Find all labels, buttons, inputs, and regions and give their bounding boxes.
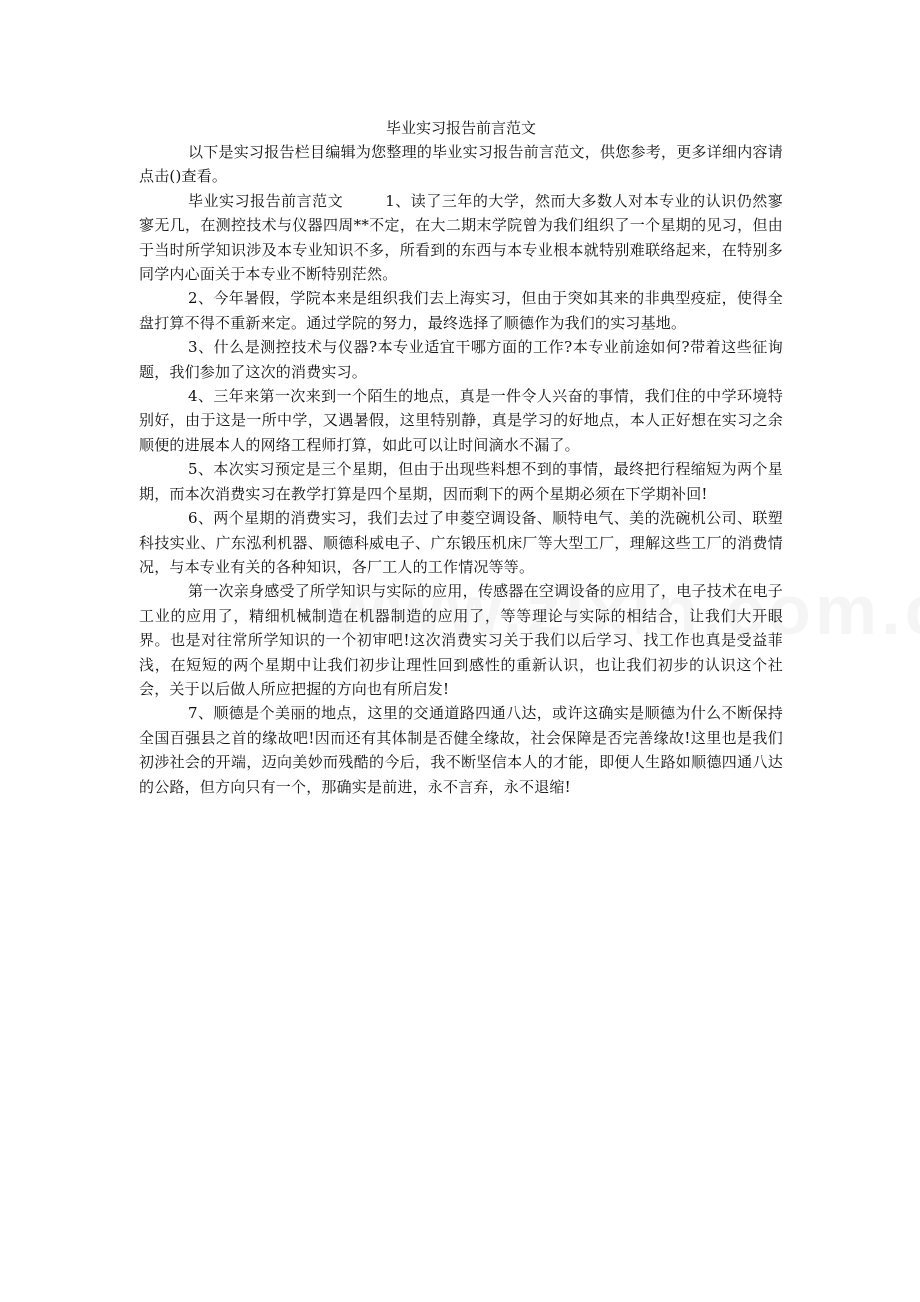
paragraph-4: 4、三年来第一次来到一个陌生的地点，真是一件令人兴奋的事情，我们住的中学环境特别好，由于这是一所中学，又遇暑假，这里特别静，真是学习的好地点，本人正好想在实习之余顺便的进展本人的网络工程师打算，如此可以让时间滴水不漏了。 [139,387,783,454]
paragraph-1 [139,189,783,287]
paragraph-7: 第一次亲身感受了所学知识与实际的应用，传感器在空调设备的应用了，电子技术在电子工业的应用了，精细机械制造在机器制造的应用了，等等理论与实际的相结合，让我们大开眼界。也是对往常所学知识的一个初审吧!这次消费实习关于我们以后学习、找工作也真是受益菲浅，在短短的两个星期中让我们初步让理性回到感性的重新认识，也让我们初步的认识这个社会，关于以后做人所应把握的方向也有所启发! [139,582,783,698]
paragraph-8: 7、顺德是个美丽的地点，这里的交通道路四通八达，或许这确实是顺德为什么不断保持全国百强县之首的缘故吧!因而还有其体制是否健全缘故，社会保障是否完善缘故!这里也是我们初涉社会的开端，迈向美妙而残酷的今后，我不断坚信本人的才能，即便人生路如顺德四通八达的公路，但方向只有一个，那确实是前进，永不言弃，永不退缩! [139,704,783,796]
intro-paragraph: 以下是实习报告栏目编辑为您整理的毕业实习报告前言范文，供您参考，更多详细内容请点击()查看。 [139,143,783,186]
paragraph-2: 2、今年暑假，学院本来是组织我们去上海实习，但由于突如其来的非典型疫症，使得全盘打算不得不重新来定。通过学院的努力，最终选择了顺德作为我们的实习基地。 [139,289,783,332]
paragraph-1-label: 毕业实习报告前言范文 [188,191,344,210]
paragraph-5: 5、本次实习预定是三个星期，但由于出现些料想不到的事情，最终把行程缩短为两个星期，而本次消费实习在教学打算是四个星期，因而剩下的两个星期必须在下学期补回! [139,460,783,503]
paragraph-6: 6、两个星期的消费实习，我们去过了申菱空调设备、顺特电气、美的洗碗机公司、联塑科技实业、广东泓利机器、顺德科威电子、广东锻压机床厂等大型工厂，理解这些工厂的消费情况，与本专业有关的各种知识，各厂工人的工作情况等等。 [139,509,783,576]
document-page [139,116,783,799]
document-title: 毕业实习报告前言范文 [385,119,536,137]
paragraph-3: 3、什么是测控技术与仪器?本专业适宜干哪方面的工作?本专业前途如何?带着这些征询题，我们参加了这次的消费实习。 [139,338,783,381]
paragraph-1-body: 1、读了三年的大学，然而大多数人对本专业的认识仍然寥寥无几，在测控技术与仪器四周**不定，在大二期末学院曾为我们组织了一个星期的见习，但由于当时所学知识涉及本专业知识不多，所看到的东西与本专业根本就特别难联络起来，在特别多同学内心面关于本专业不断特别茫然。 [139,191,783,284]
